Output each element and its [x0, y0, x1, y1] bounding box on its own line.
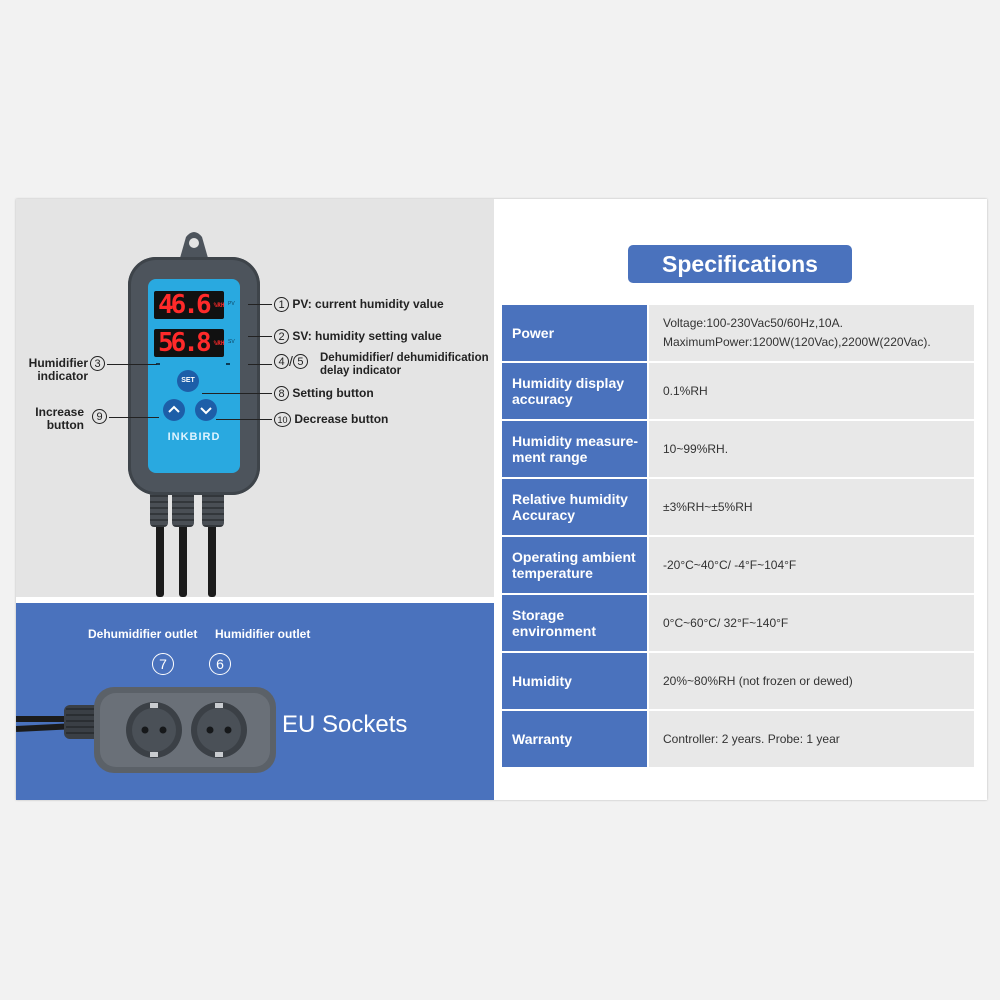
- callout-number: 8: [274, 386, 289, 401]
- spec-row-relative-accuracy: [502, 479, 974, 535]
- controller-faceplate: [148, 279, 240, 473]
- eu-sockets-panel: [16, 603, 494, 800]
- callout-text: SV: humidity setting value: [292, 329, 442, 343]
- spec-label: Humidity: [502, 653, 647, 709]
- dehumidifier-indicator-led: [226, 363, 230, 365]
- spec-row-operating-temperature: [502, 537, 974, 593]
- callout-number: 1: [274, 297, 289, 312]
- spec-row-display-accuracy: [502, 363, 974, 419]
- callout-line: [248, 364, 272, 365]
- spec-label: Relative humidity Accuracy: [502, 479, 647, 535]
- chevron-down-icon: [200, 405, 212, 415]
- outlet-number-6: 6: [209, 653, 231, 675]
- callout-number: 10: [274, 412, 291, 427]
- callout-text: Decrease button: [294, 412, 389, 426]
- product-card: [16, 199, 987, 800]
- spec-label: Operating ambient temperature: [502, 537, 647, 593]
- spec-label: Warranty: [502, 711, 647, 767]
- callout-number: 4: [274, 354, 289, 369]
- spec-value: 0°C~60°C/ 32°F~140°F: [649, 595, 974, 651]
- callout-slash: /: [289, 353, 293, 369]
- spec-value: 20%~80%RH (not frozen or dewed): [649, 653, 974, 709]
- sv-display: [154, 329, 224, 357]
- pv-value: 46.6: [158, 290, 209, 320]
- spec-label: Humidity display accuracy: [502, 363, 647, 419]
- callout-number: 9: [92, 409, 107, 424]
- spec-row-storage: [502, 595, 974, 651]
- pv-display: [154, 291, 224, 319]
- callout-dehumidifier-indicator: [274, 354, 308, 369]
- chevron-up-icon: [168, 405, 180, 415]
- spec-label: Humidity measure-ment range: [502, 421, 647, 477]
- spec-row-power: [502, 305, 974, 361]
- callout-setting-button: [274, 386, 374, 401]
- pv-unit: %RH: [213, 301, 225, 309]
- callout-decrease-button: [274, 412, 388, 427]
- sv-tag: SV: [228, 339, 235, 345]
- spec-value: Voltage:100-230Vac50/60Hz,10A. MaximumPower:1200W(120Vac),2200W(220Vac).: [649, 305, 974, 361]
- specifications-heading: Specifications: [628, 245, 852, 283]
- callout-sv: [274, 329, 442, 344]
- spec-row-measurement-range: [502, 421, 974, 477]
- brand-logo: INKBIRD: [167, 431, 221, 443]
- socket-strip-image: [16, 681, 278, 777]
- pv-tag: PV: [228, 301, 235, 307]
- controller-illustration-panel: [16, 199, 494, 597]
- specifications-table: [502, 305, 974, 769]
- eu-sockets-title: EU Sockets: [282, 711, 408, 738]
- spec-value: 0.1%RH: [649, 363, 974, 419]
- spec-row-warranty: [502, 711, 974, 767]
- sv-value: 56.8: [158, 328, 209, 358]
- callout-line: [248, 304, 272, 305]
- callout-text: Dehumidifier/ dehumidification delay indicator: [320, 352, 489, 377]
- sv-unit: %RH: [213, 339, 225, 347]
- spec-value: -20°C~40°C/ -4°F~104°F: [649, 537, 974, 593]
- callout-number: 5: [293, 354, 308, 369]
- spec-value: ±3%RH~±5%RH: [649, 479, 974, 535]
- callout-line: [248, 336, 272, 337]
- decrease-button[interactable]: [195, 399, 217, 421]
- humidity-controller: [128, 257, 260, 495]
- spec-value: 10~99%RH.: [649, 421, 974, 477]
- callout-number: 2: [274, 329, 289, 344]
- spec-label: Power: [502, 305, 647, 361]
- callout-pv: [274, 297, 444, 312]
- increase-button[interactable]: [163, 399, 185, 421]
- outlet-number-7: 7: [152, 653, 174, 675]
- dehumidifier-outlet-label: Dehumidifier outlet: [88, 627, 198, 641]
- callout-text: Setting button: [292, 386, 374, 400]
- spec-row-humidity: [502, 653, 974, 709]
- callout-humidifier-indicator-text: Humidifier indicator: [28, 356, 88, 383]
- humidifier-outlet-label: Humidifier outlet: [215, 627, 311, 641]
- callout-line: [202, 393, 272, 394]
- callout-line: [216, 419, 272, 420]
- set-button[interactable]: SET: [177, 370, 199, 392]
- callout-number: 3: [90, 356, 105, 371]
- callout-line: [107, 364, 157, 365]
- spec-value: Controller: 2 years. Probe: 1 year: [649, 711, 974, 767]
- callout-increase-text: Increase button: [35, 405, 84, 432]
- spec-label: Storage environment: [502, 595, 647, 651]
- callout-text: PV: current humidity value: [292, 297, 444, 311]
- callout-line: [109, 417, 159, 418]
